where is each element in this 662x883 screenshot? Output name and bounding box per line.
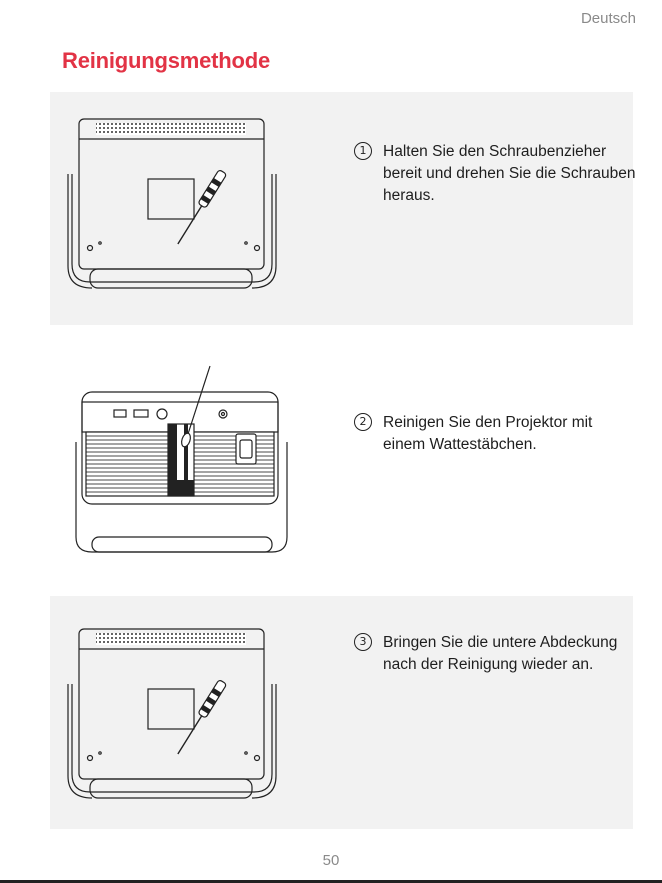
step-2-panel — [50, 356, 633, 566]
step-1 — [354, 141, 638, 207]
step-text: Halten Sie den Schraubenzieher bereit und drehen Sie die Schrauben heraus. — [383, 143, 636, 204]
projector-back-cotton-swab-icon — [72, 362, 312, 560]
step-3 — [354, 632, 638, 676]
step-number: 3 — [354, 633, 372, 651]
step-text: Bringen Sie die untere Abdeckung nach der Reinigung wieder an. — [383, 634, 618, 673]
step-text: Reinigen Sie den Projektor mit einem Wattestäbchen. — [383, 414, 593, 453]
step-3-panel — [50, 596, 633, 829]
projector-underside-screwdriver-icon — [66, 114, 292, 304]
step-1-panel — [50, 92, 636, 325]
step-number: 1 — [354, 142, 372, 160]
step-2 — [354, 412, 638, 456]
step-number: 2 — [354, 413, 372, 431]
projector-underside-screwdriver-icon — [66, 624, 292, 814]
language-label: Deutsch — [580, 10, 636, 27]
page-title: Reinigungsmethode — [62, 48, 271, 73]
page-number: 50 — [322, 852, 340, 869]
